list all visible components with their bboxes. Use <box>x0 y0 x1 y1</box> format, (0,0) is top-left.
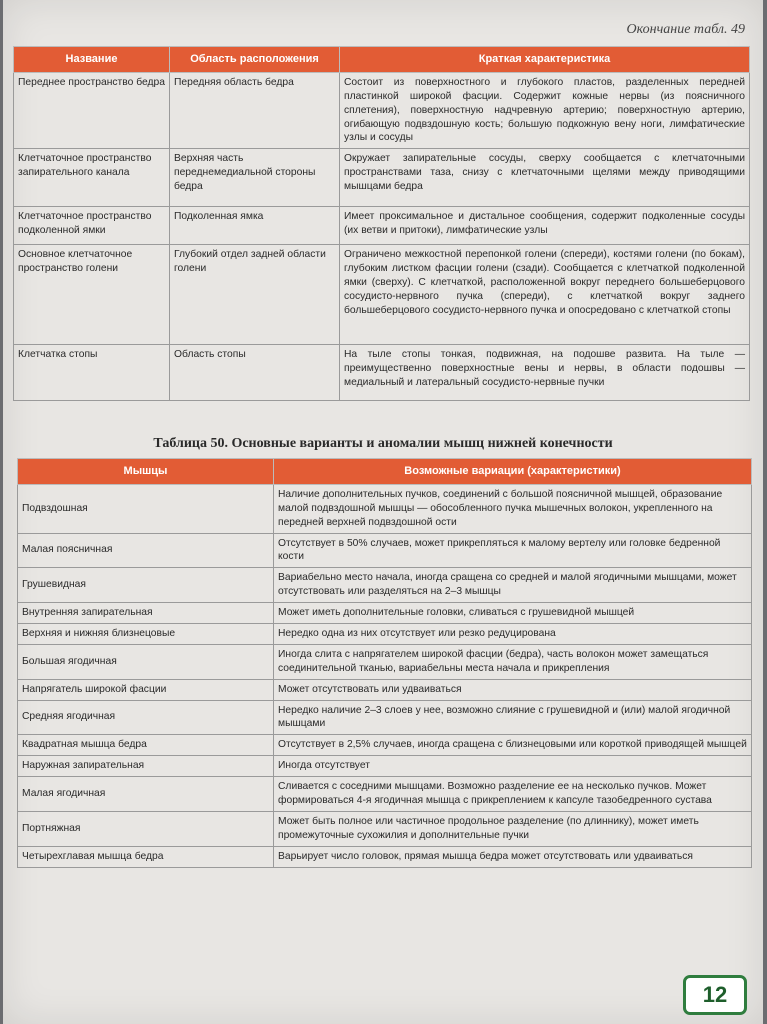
table-49 <box>13 46 750 401</box>
cell-variation: Иногда отсутствует <box>274 756 752 777</box>
table-continuation-note: Окончание табл. 49 <box>626 22 745 37</box>
cell-muscle: Малая ягодичная <box>18 777 274 812</box>
cell-name: Клетчаточное пространство запирательного канала <box>14 149 170 207</box>
cell-variation: Может отсутствовать или удваиваться <box>274 679 752 700</box>
table-header-row <box>18 459 752 485</box>
column-header-description: Краткая характеристика <box>340 47 750 73</box>
table-row <box>18 533 752 568</box>
table-row <box>18 735 752 756</box>
table-row <box>18 623 752 644</box>
table-row <box>18 700 752 735</box>
cell-muscle: Четырехглавая мышца бедра <box>18 846 274 867</box>
cell-variation: Вариабельно место начала, иногда сращена со средней и малой ягодичными мышцами, может отсутствовать или разделяться на 2–3 мышцы <box>274 568 752 603</box>
table-row <box>18 603 752 624</box>
column-header-variations: Возможные вариации (характеристики) <box>274 459 752 485</box>
cell-variation: Может быть полное или частичное продольное разделение (по длиннику), может иметь промежуточные сухожилия и дополнительные пучки <box>274 811 752 846</box>
cell-muscle: Внутренняя запирательная <box>18 603 274 624</box>
cell-muscle: Верхняя и нижняя близнецовые <box>18 623 274 644</box>
cell-muscle: Малая поясничная <box>18 533 274 568</box>
cell-description: Состоит из поверхностного и глубокого пластов, разделенных передней пластинкой широкой фасции. Содержит кожные нервы (из поясничного сплетения), поверхностную надчревную артерию; поверхностную артерию, огибающую подвздошную кость; большую подкожную вену ноги, лимфатические узлы и сосуды <box>340 72 750 148</box>
cell-muscle: Грушевидная <box>18 568 274 603</box>
table-row <box>18 679 752 700</box>
table-row <box>18 644 752 679</box>
cell-variation: Нередко наличие 2–3 слоев у нее, возможно слияние с грушевидной и (или) малой ягодичной мышцами <box>274 700 752 735</box>
cell-variation: Наличие дополнительных пучков, соединений с большой поясничной мышцей, образование малой подвздошной мышцы — обособленного пучка мышечных волокон, укрепленного на передней верхней подвздошной ости <box>274 484 752 533</box>
table-row <box>14 245 750 345</box>
table-row <box>18 777 752 812</box>
cell-description: На тыле стопы тонкая, подвижная, на подошве развита. На тыле — преимущественно поверхностные вены и нервы, в области подошвы — медиальный и латеральный сосудисто-нервные пучки <box>340 345 750 401</box>
table-50-caption: Таблица 50. Основные варианты и аномалии мышц нижней конечности <box>153 436 613 451</box>
cell-variation: Может иметь дополнительные головки, сливаться с грушевидной мышцей <box>274 603 752 624</box>
column-header-muscles: Мышцы <box>18 459 274 485</box>
cell-muscle: Большая ягодичная <box>18 644 274 679</box>
table-row <box>14 149 750 207</box>
cell-variation: Отсутствует в 2,5% случаев, иногда сращена с близнецовыми или короткой приводящей мышцей <box>274 735 752 756</box>
cell-name: Основное клетчаточное пространство голени <box>14 245 170 345</box>
cell-muscle: Портняжная <box>18 811 274 846</box>
cell-variation: Отсутствует в 50% случаев, может прикрепляться к малому вертелу или головке бедренной кости <box>274 533 752 568</box>
column-header-name: Название <box>14 47 170 73</box>
cell-variation: Сливается с соседними мышцами. Возможно разделение ее на несколько пучков. Может формироваться 4-я ягодичная мышца с прикреплением к капсуле тазобедренного сустава <box>274 777 752 812</box>
table-50 <box>17 458 752 868</box>
table-row <box>18 756 752 777</box>
cell-variation: Варьирует число головок, прямая мышца бедра может отсутствовать или удваиваться <box>274 846 752 867</box>
cell-name: Клетчатка стопы <box>14 345 170 401</box>
table-row <box>14 345 750 401</box>
table-row <box>18 568 752 603</box>
cell-muscle: Квадратная мышца бедра <box>18 735 274 756</box>
cell-variation: Нередко одна из них отсутствует или резко редуцирована <box>274 623 752 644</box>
book-page <box>3 0 763 1024</box>
table-row <box>18 811 752 846</box>
table-row <box>18 484 752 533</box>
cell-muscle: Средняя ягодичная <box>18 700 274 735</box>
cell-muscle: Напрягатель широкой фасции <box>18 679 274 700</box>
table-header-row <box>14 47 750 73</box>
column-header-location: Область расположения <box>170 47 340 73</box>
cell-description: Ограничено межкостной перепонкой голени (спереди), костями голени (по бокам), глубоким листком фасции голени (сзади). Сообщается с клетчаткой подколенной ямки (сверху). С клетчаткой, расположенной вокруг переднего большеберцового сосудисто-нервного пучка (спереди), с клетчаткой вокруг заднего большеберцового сосудисто-нервного пучка и опосредовано с клетчаткой стопы <box>340 245 750 345</box>
cell-variation: Иногда слита с напрягателем широкой фасции (бедра), часть волокон может замещаться соединительной тканью, вариабельны места начала и прикрепления <box>274 644 752 679</box>
cell-location: Подколенная ямка <box>170 207 340 245</box>
cell-location: Глубокий отдел задней области голени <box>170 245 340 345</box>
table-row <box>18 846 752 867</box>
table-row <box>14 72 750 148</box>
cell-location: Передняя область бедра <box>170 72 340 148</box>
cell-location: Область стопы <box>170 345 340 401</box>
cell-name: Клетчаточное пространство подколенной ямки <box>14 207 170 245</box>
cell-description: Окружает запирательные сосуды, сверху сообщается с клетчаточными пространствами таза, снизу с клетчаточными щелями между приводящими мышцами бедра <box>340 149 750 207</box>
cell-description: Имеет проксимальное и дистальное сообщения, содержит подколенные сосуды (их ветви и притоки), лимфатические узлы <box>340 207 750 245</box>
cell-name: Переднее пространство бедра <box>14 72 170 148</box>
slide-number-badge: 12 <box>683 975 747 1015</box>
cell-muscle: Подвздошная <box>18 484 274 533</box>
table-row <box>14 207 750 245</box>
cell-muscle: Наружная запирательная <box>18 756 274 777</box>
cell-location: Верхняя часть переднемедиальной стороны бедра <box>170 149 340 207</box>
